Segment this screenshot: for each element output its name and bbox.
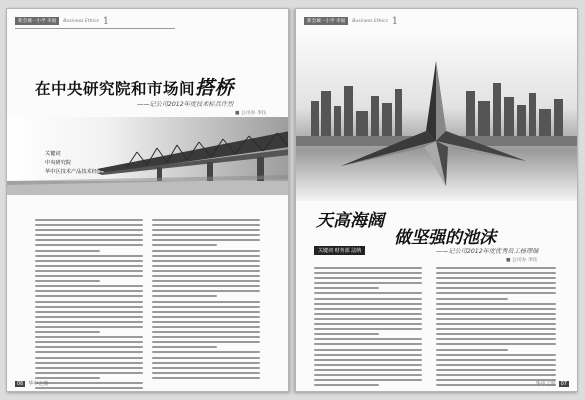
left-header-number: 1 [102,15,110,27]
right-title-line2: 做坚强的池沫 [394,228,496,248]
left-header-rule [15,28,175,29]
left-byline: ■ 公司办 李珏 [235,111,267,116]
right-page-number: 07 [560,380,567,387]
left-subtitle: ——记公司2012年度技术标兵许烈 [137,101,234,108]
right-footer [536,380,569,387]
left-title [35,73,234,100]
right-byline: ■ 公司办 李珏 [506,258,538,263]
right-keyword-tag: 关键词 财务部 法纳 [314,246,365,255]
left-header [15,15,109,27]
left-body-column-1 [35,219,143,392]
profile-role: 华中区技术产品技术经理 [45,169,103,175]
right-subtitle: ——记公司2012年度优秀员工杨璆瑞 [436,248,539,255]
right-header-italic: Business Ethics [352,18,388,24]
left-body-column-2 [152,219,260,379]
right-body-column-1 [314,267,422,386]
right-header [304,15,398,27]
right-footer-text: 华中之窗 [535,381,556,387]
left-footer-text: 华中之窗 [28,381,49,387]
left-title-emphasis: 搭桥 [195,77,235,99]
right-title-line1: 天高海阔 [316,211,384,231]
right-header-number: 1 [391,15,399,27]
left-header-tag: 新会城一小学 幸福 [15,17,59,25]
right-header-tag: 新会城一小学 幸福 [304,17,348,25]
left-footer [15,380,48,387]
city-skyline-photo [296,31,578,201]
left-title-main: 在中央研究院和市场间 [35,80,196,98]
right-page [295,8,578,392]
right-body-column-2 [436,267,556,386]
left-page [6,8,289,392]
profile-dept: 中央研究院 [45,160,71,166]
left-page-number: 06 [17,380,24,387]
left-header-italic: Business Ethics [63,18,99,24]
profile-keyword: 关键词 [45,151,61,157]
